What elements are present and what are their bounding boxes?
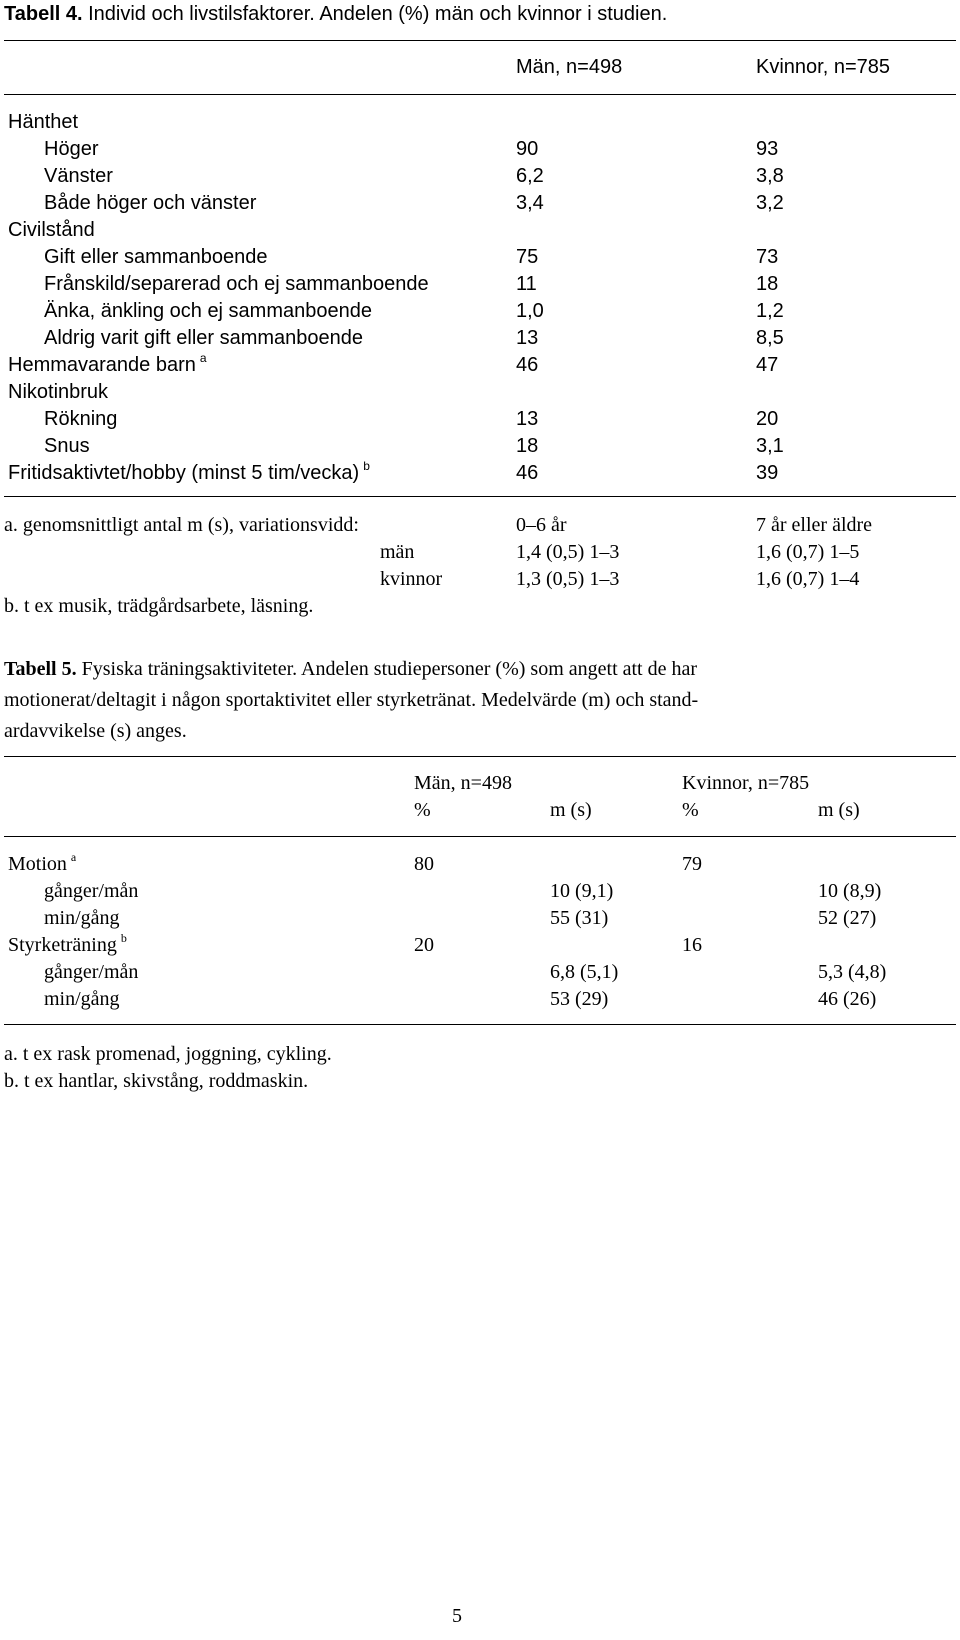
- table4-row-label: Hemmavarande barn $^a$: [8, 351, 207, 376]
- table5-cell: 46 (26): [818, 988, 877, 1010]
- table4-row-label: Aldrig varit gift eller sammanboende: [44, 327, 364, 349]
- table4-cell-women: 93: [756, 138, 779, 160]
- table5-cell: 79: [682, 853, 702, 875]
- table4-row-label: Nikotinbruk: [8, 381, 109, 403]
- table4-cell-men: 13: [516, 408, 539, 430]
- table5-subheader: %: [414, 799, 431, 821]
- table5-cell: 10 (9,1): [550, 880, 614, 902]
- table5-cell: 20: [414, 934, 434, 956]
- table5-row-label: min/gång: [44, 907, 120, 929]
- footnote-a: a. genomsnittligt antal m (s), variationsvidd:: [4, 514, 359, 536]
- table5-cell: 52 (27): [818, 907, 877, 929]
- table4-caption: Tabell 4. Individ och livstilsfaktorer. Andelen (%) män och kvinnor i studien.: [4, 3, 668, 25]
- footnote-b: b. t ex musik, trädgårdsarbete, läsning.: [4, 595, 314, 617]
- table4-cell-men: 6,2: [516, 165, 544, 187]
- table5-row-label: gånger/mån: [44, 961, 139, 983]
- table5-header-rule: [4, 836, 956, 837]
- table4-header-rule: [4, 94, 956, 95]
- table4-cell-men: 3,4: [516, 192, 544, 214]
- table4-cell-men: 18: [516, 435, 539, 457]
- table4-cell-men: 75: [516, 246, 539, 268]
- table4-header-women: Kvinnor, n=785: [756, 56, 890, 78]
- table5-row-label: Styrketräning $^b$: [8, 931, 127, 956]
- footnote-a-col1: 0–6 år: [516, 514, 567, 536]
- table4-row-label: Fritidsaktivtet/hobby (minst 5 tim/vecka) $^b$: [8, 459, 370, 484]
- table5-bottom-rule: [4, 1024, 956, 1025]
- table4-cell-men: 90: [516, 138, 539, 160]
- table4-top-rule: [4, 40, 956, 41]
- table5-cell: 5,3 (4,8): [818, 961, 887, 983]
- table4-row-label: Änka, änkling och ej sammanboende: [44, 300, 372, 322]
- table4-cell-women: 3,8: [756, 165, 784, 187]
- footnote-a-row-col1: 1,4 (0,5) 1–3: [516, 541, 620, 563]
- table5-subheader: %: [682, 799, 699, 821]
- table4-row-label: Hänthet: [8, 111, 79, 133]
- table5-cell: 10 (8,9): [818, 880, 882, 902]
- table4-row-label: Gift eller sammanboende: [44, 246, 268, 268]
- table4-cell-men: 46: [516, 354, 539, 376]
- table5-subheader: m (s): [550, 799, 592, 821]
- table4-bottom-rule: [4, 496, 956, 497]
- table4-cell-men: 1,0: [516, 300, 544, 322]
- table5-cell: 55 (31): [550, 907, 609, 929]
- table4-row-label: Frånskild/separerad och ej sammanboende: [44, 273, 429, 295]
- footnote-a-row-label: kvinnor: [380, 568, 443, 590]
- table4-header-men: Män, n=498: [516, 56, 623, 78]
- table5-row-label: Motion $^a$: [8, 850, 77, 875]
- table4-cell-women: 20: [756, 408, 779, 430]
- footnote-a-row-col1: 1,3 (0,5) 1–3: [516, 568, 620, 590]
- footnote-a-row-label: män: [380, 541, 415, 563]
- table5-footnote-b: b. t ex hantlar, skivstång, roddmaskin.: [4, 1070, 309, 1092]
- table4-cell-men: 46: [516, 462, 539, 484]
- footnote-marker: a: [70, 850, 77, 864]
- footnote-a-col2: 7 år eller äldre: [756, 514, 873, 536]
- table4-row-label: Snus: [44, 435, 90, 457]
- table5-header-men: Män, n=498: [414, 772, 512, 794]
- table4-cell-women: 3,1: [756, 435, 784, 457]
- table4-row-label: Höger: [44, 138, 99, 160]
- table4-row-label: Civilstånd: [8, 219, 95, 241]
- table4-cell-women: 39: [756, 462, 779, 484]
- footnote-marker: b: [363, 459, 370, 473]
- table5-cell: 53 (29): [550, 988, 609, 1010]
- footnote-marker: b: [120, 931, 127, 945]
- table5-caption: Tabell 5. Fysiska träningsaktiviteter. Andelen studiepersoner (%) som angett att de har motionerat/deltagit i någon sportaktivitet eller styrketränat. Medelvärde (m) och stand- ardavvikelse (s) anges.: [4, 658, 699, 742]
- footnote-a-row-col2: 1,6 (0,7) 1–5: [756, 541, 860, 563]
- table5-header-women: Kvinnor, n=785: [682, 772, 810, 794]
- table5-subheader: m (s): [818, 799, 860, 821]
- table5-cell: 6,8 (5,1): [550, 961, 619, 983]
- footnote-marker: a: [199, 351, 207, 365]
- table4-cell-women: 47: [756, 354, 779, 376]
- table5-cell: 80: [414, 853, 434, 875]
- table5-footnote-a: a. t ex rask promenad, joggning, cykling.: [4, 1043, 332, 1065]
- table5-cell: 16: [682, 934, 702, 956]
- table5-row-label: min/gång: [44, 988, 120, 1010]
- table4-cell-men: 11: [516, 273, 537, 295]
- table4-cell-women: 1,2: [756, 300, 784, 322]
- table4-cell-women: 18: [756, 273, 779, 295]
- table4-cell-women: 3,2: [756, 192, 784, 214]
- table4-cell-women: 8,5: [756, 327, 784, 349]
- table5-top-rule: [4, 756, 956, 757]
- table4-cell-men: 13: [516, 327, 539, 349]
- table4-row-label: Rökning: [44, 408, 118, 430]
- page-number: 5: [452, 1605, 462, 1627]
- table4-row-label: Vänster: [44, 165, 113, 187]
- table4-row-label: Både höger och vänster: [44, 192, 257, 214]
- footnote-a-row-col2: 1,6 (0,7) 1–4: [756, 568, 860, 590]
- table4-cell-women: 73: [756, 246, 779, 268]
- table5-row-label: gånger/mån: [44, 880, 139, 902]
